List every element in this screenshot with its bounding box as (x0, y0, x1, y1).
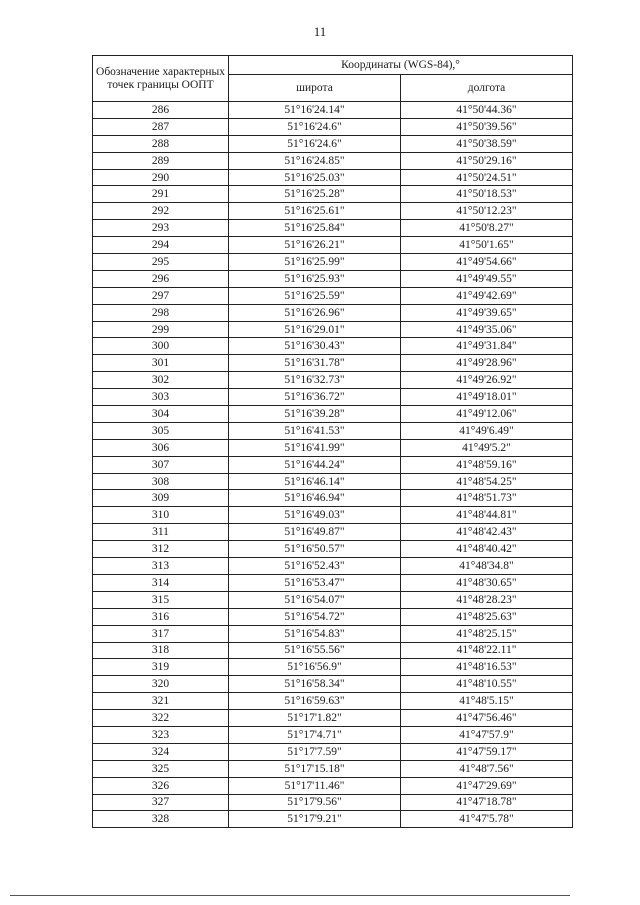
point-id-cell: 323 (93, 726, 229, 743)
table-row (93, 118, 573, 135)
longitude-cell: 41°50'8.27" (401, 220, 573, 237)
table-row (93, 490, 573, 507)
latitude-cell: 51°16'41.99" (229, 439, 401, 456)
point-id-cell: 312 (93, 541, 229, 558)
latitude-cell: 51°17'7.59" (229, 743, 401, 760)
latitude-cell: 51°16'25.84" (229, 220, 401, 237)
longitude-cell: 41°48'40.42" (401, 541, 573, 558)
longitude-cell: 41°49'26.92" (401, 372, 573, 389)
latitude-cell: 51°16'54.07" (229, 591, 401, 608)
header-latitude: широта (229, 75, 401, 102)
point-id-cell: 305 (93, 422, 229, 439)
latitude-cell: 51°16'59.63" (229, 693, 401, 710)
longitude-cell: 41°50'18.53" (401, 186, 573, 203)
point-id-cell: 313 (93, 558, 229, 575)
point-id-cell: 286 (93, 102, 229, 119)
latitude-cell: 51°16'55.56" (229, 642, 401, 659)
table-row (93, 608, 573, 625)
table-row (93, 372, 573, 389)
latitude-cell: 51°16'25.61" (229, 203, 401, 220)
table-header (93, 56, 573, 102)
latitude-cell: 51°16'41.53" (229, 422, 401, 439)
point-id-cell: 327 (93, 794, 229, 811)
table-row (93, 524, 573, 541)
longitude-cell: 41°49'49.55" (401, 270, 573, 287)
point-id-cell: 293 (93, 220, 229, 237)
longitude-cell: 41°48'28.23" (401, 591, 573, 608)
latitude-cell: 51°16'36.72" (229, 389, 401, 406)
latitude-cell: 51°16'50.57" (229, 541, 401, 558)
longitude-cell: 41°48'25.15" (401, 625, 573, 642)
longitude-cell: 41°50'12.23" (401, 203, 573, 220)
point-id-cell: 314 (93, 574, 229, 591)
latitude-cell: 51°16'54.72" (229, 608, 401, 625)
longitude-cell: 41°49'5.2" (401, 439, 573, 456)
point-id-cell: 316 (93, 608, 229, 625)
latitude-cell: 51°16'25.03" (229, 169, 401, 186)
latitude-cell: 51°16'26.96" (229, 304, 401, 321)
longitude-cell: 41°49'18.01" (401, 389, 573, 406)
longitude-cell: 41°48'22.11" (401, 642, 573, 659)
table-row (93, 693, 573, 710)
latitude-cell: 51°16'26.21" (229, 237, 401, 254)
table-row (93, 135, 573, 152)
coordinates-table (92, 55, 573, 828)
point-id-cell: 310 (93, 507, 229, 524)
point-id-cell: 292 (93, 203, 229, 220)
point-id-cell: 321 (93, 693, 229, 710)
table-row (93, 338, 573, 355)
header-designation: Обозначение характерных точек границы ООПТ (93, 56, 229, 102)
table-row (93, 574, 573, 591)
point-id-cell: 296 (93, 270, 229, 287)
point-id-cell: 309 (93, 490, 229, 507)
table-row (93, 406, 573, 423)
table-row (93, 507, 573, 524)
table-row (93, 710, 573, 727)
table-row (93, 169, 573, 186)
table-row (93, 270, 573, 287)
point-id-cell: 290 (93, 169, 229, 186)
point-id-cell: 298 (93, 304, 229, 321)
point-id-cell: 319 (93, 659, 229, 676)
point-id-cell: 322 (93, 710, 229, 727)
longitude-cell: 41°47'5.78" (401, 811, 573, 828)
table-row (93, 287, 573, 304)
table-row (93, 726, 573, 743)
longitude-cell: 41°48'34.8" (401, 558, 573, 575)
longitude-cell: 41°50'44.36" (401, 102, 573, 119)
table-row (93, 237, 573, 254)
longitude-cell: 41°49'6.49" (401, 422, 573, 439)
longitude-cell: 41°47'57.9" (401, 726, 573, 743)
latitude-cell: 51°16'24.14" (229, 102, 401, 119)
latitude-cell: 51°16'25.99" (229, 254, 401, 271)
latitude-cell: 51°17'11.46" (229, 777, 401, 794)
table-row (93, 541, 573, 558)
point-id-cell: 304 (93, 406, 229, 423)
point-id-cell: 294 (93, 237, 229, 254)
longitude-cell: 41°49'35.06" (401, 321, 573, 338)
table-row (93, 254, 573, 271)
longitude-cell: 41°48'16.53" (401, 659, 573, 676)
latitude-cell: 51°17'15.18" (229, 760, 401, 777)
table-row (93, 625, 573, 642)
latitude-cell: 51°16'24.6" (229, 118, 401, 135)
point-id-cell: 318 (93, 642, 229, 659)
longitude-cell: 41°50'1.65" (401, 237, 573, 254)
longitude-cell: 41°50'24.51" (401, 169, 573, 186)
point-id-cell: 328 (93, 811, 229, 828)
point-id-cell: 287 (93, 118, 229, 135)
table-row (93, 811, 573, 828)
latitude-cell: 51°16'25.93" (229, 270, 401, 287)
latitude-cell: 51°16'24.85" (229, 152, 401, 169)
longitude-cell: 41°49'39.65" (401, 304, 573, 321)
latitude-cell: 51°16'44.24" (229, 456, 401, 473)
latitude-cell: 51°16'31.78" (229, 355, 401, 372)
latitude-cell: 51°16'39.28" (229, 406, 401, 423)
table-row (93, 676, 573, 693)
point-id-cell: 303 (93, 389, 229, 406)
latitude-cell: 51°16'25.28" (229, 186, 401, 203)
longitude-cell: 41°48'30.65" (401, 574, 573, 591)
point-id-cell: 297 (93, 287, 229, 304)
table-row (93, 220, 573, 237)
point-id-cell: 289 (93, 152, 229, 169)
latitude-cell: 51°16'46.94" (229, 490, 401, 507)
page-number: 11 (313, 24, 327, 39)
longitude-cell: 41°48'51.73" (401, 490, 573, 507)
table-row (93, 456, 573, 473)
table-row (93, 355, 573, 372)
longitude-cell: 41°47'59.17" (401, 743, 573, 760)
header-row (93, 56, 573, 75)
longitude-cell: 41°49'42.69" (401, 287, 573, 304)
longitude-cell: 41°49'31.84" (401, 338, 573, 355)
latitude-cell: 51°17'4.71" (229, 726, 401, 743)
point-id-cell: 315 (93, 591, 229, 608)
point-id-cell: 302 (93, 372, 229, 389)
point-id-cell: 324 (93, 743, 229, 760)
latitude-cell: 51°16'32.73" (229, 372, 401, 389)
point-id-cell: 311 (93, 524, 229, 541)
table-row (93, 591, 573, 608)
point-id-cell: 326 (93, 777, 229, 794)
longitude-cell: 41°49'54.66" (401, 254, 573, 271)
point-id-cell: 306 (93, 439, 229, 456)
table-row (93, 794, 573, 811)
point-id-cell: 301 (93, 355, 229, 372)
latitude-cell: 51°17'9.56" (229, 794, 401, 811)
longitude-cell: 41°47'18.78" (401, 794, 573, 811)
table-row (93, 102, 573, 119)
latitude-cell: 51°16'56.9" (229, 659, 401, 676)
point-id-cell: 320 (93, 676, 229, 693)
longitude-cell: 41°50'29.16" (401, 152, 573, 169)
table-row (93, 304, 573, 321)
table-row (93, 152, 573, 169)
longitude-cell: 41°48'10.55" (401, 676, 573, 693)
table-row (93, 473, 573, 490)
latitude-cell: 51°16'49.87" (229, 524, 401, 541)
table-row (93, 321, 573, 338)
point-id-cell: 325 (93, 760, 229, 777)
table-row (93, 203, 573, 220)
latitude-cell: 51°16'52.43" (229, 558, 401, 575)
table-row (93, 186, 573, 203)
longitude-cell: 41°48'54.25" (401, 473, 573, 490)
point-id-cell: 295 (93, 254, 229, 271)
point-id-cell: 317 (93, 625, 229, 642)
table-row (93, 558, 573, 575)
longitude-cell: 41°48'44.81" (401, 507, 573, 524)
longitude-cell: 41°50'39.56" (401, 118, 573, 135)
longitude-cell: 41°49'28.96" (401, 355, 573, 372)
point-id-cell: 288 (93, 135, 229, 152)
latitude-cell: 51°16'58.34" (229, 676, 401, 693)
longitude-cell: 41°48'42.43" (401, 524, 573, 541)
longitude-cell: 41°47'56.46" (401, 710, 573, 727)
longitude-cell: 41°48'7.56" (401, 760, 573, 777)
table-row (93, 389, 573, 406)
latitude-cell: 51°16'24.6" (229, 135, 401, 152)
table-row (93, 439, 573, 456)
table-row (93, 777, 573, 794)
latitude-cell: 51°16'25.59" (229, 287, 401, 304)
point-id-cell: 307 (93, 456, 229, 473)
longitude-cell: 41°50'38.59" (401, 135, 573, 152)
latitude-cell: 51°17'9.21" (229, 811, 401, 828)
table-row (93, 422, 573, 439)
table-row (93, 743, 573, 760)
latitude-cell: 51°16'49.03" (229, 507, 401, 524)
latitude-cell: 51°16'30.43" (229, 338, 401, 355)
bottom-divider (10, 895, 570, 896)
latitude-cell: 51°16'46.14" (229, 473, 401, 490)
point-id-cell: 291 (93, 186, 229, 203)
longitude-cell: 41°47'29.69" (401, 777, 573, 794)
latitude-cell: 51°17'1.82" (229, 710, 401, 727)
table-body (93, 102, 573, 828)
point-id-cell: 299 (93, 321, 229, 338)
latitude-cell: 51°16'54.83" (229, 625, 401, 642)
longitude-cell: 41°48'59.16" (401, 456, 573, 473)
header-coordinates: Координаты (WGS-84),° (229, 56, 573, 75)
point-id-cell: 308 (93, 473, 229, 490)
header-longitude: долгота (401, 75, 573, 102)
table-row (93, 760, 573, 777)
table-row (93, 659, 573, 676)
point-id-cell: 300 (93, 338, 229, 355)
table-row (93, 642, 573, 659)
longitude-cell: 41°48'25.63" (401, 608, 573, 625)
latitude-cell: 51°16'53.47" (229, 574, 401, 591)
longitude-cell: 41°48'5.15" (401, 693, 573, 710)
latitude-cell: 51°16'29.01" (229, 321, 401, 338)
longitude-cell: 41°49'12.06" (401, 406, 573, 423)
